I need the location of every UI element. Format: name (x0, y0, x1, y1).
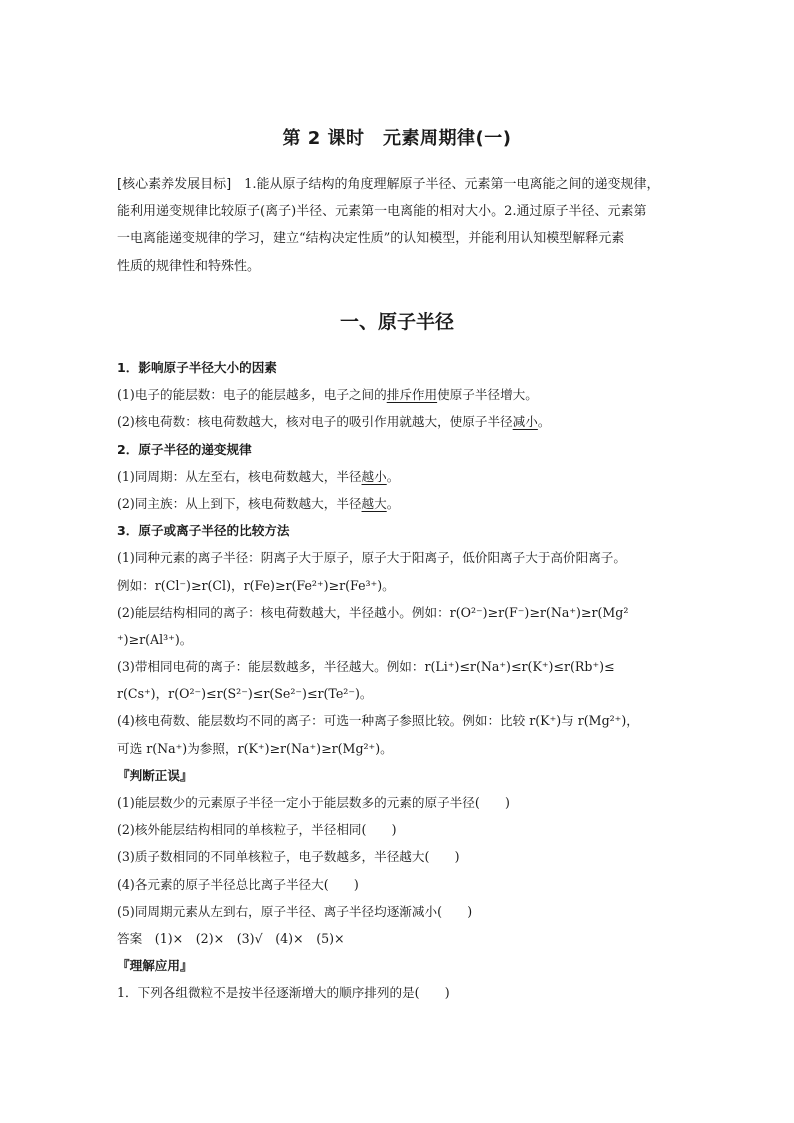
heading-compare: 3．原子或离子半径的比较方法 (117, 523, 290, 539)
heading-factors: 1．影响原子半径大小的因素 (117, 360, 277, 375)
judge-item: (5)同周期元素从左到右，原子半径、离子半径均逐渐减小( ) (117, 903, 473, 919)
text-line: 例如：r(Cl⁻)≥r(Cl)，r(Fe)≥r(Fe²⁺)≥r(Fe³⁺)。 (117, 577, 395, 593)
fill-blank: 越小 (361, 468, 387, 484)
fill-blank: 越大 (361, 495, 387, 511)
text-line: ⁺)≥r(Al³⁺)。 (117, 631, 193, 647)
goal-line: 性质的规律性和特殊性。 (117, 258, 261, 274)
content-body (117, 354, 697, 1007)
heading-trends: 2．原子半径的递变规律 (117, 441, 252, 457)
lesson-title: 第 2 课时 元素周期律(一) (282, 128, 512, 149)
judge-item: (2)核外能层结构相同的单核粒子，半径相同( ) (117, 822, 397, 838)
text-line: 可选 r(Na⁺)为参照，r(K⁺)≥r(Na⁺)≥r(Mg²⁺)。 (117, 740, 393, 756)
judge-item: (4)各元素的原子半径总比离子半径大( ) (117, 876, 359, 892)
goal-line: 能利用递变规律比较原子(离子)半径、元素第一电离能的相对大小。2.通过原子半径、元素第 (117, 204, 647, 220)
apply-label: 『理解应用』 (117, 958, 193, 974)
fill-blank: 减小 (512, 414, 538, 430)
fill-blank: 排斥作用 (386, 387, 438, 403)
goal-lead: [核心素养发展目标] (117, 177, 232, 192)
text-line: (3)带相同电荷的离子：能层数越多，半径越大。例如：r(Li⁺)≤r(Na⁺)≤r(K⁺)≤r(Rb⁺)≤ (117, 659, 615, 675)
text-line: (4)核电荷数、能层数均不同的离子：可选一种离子参照比较。例如：比较 r(K⁺)与 r(Mg²⁺)， (117, 713, 639, 729)
judge-item: (1)能层数少的元素原子半径一定小于能层数多的元素的原子半径( ) (117, 795, 510, 810)
answer-line: 答案 (1)× (2)× (3)√ (4)× (5)× (117, 930, 345, 946)
section-title: 一、原子半径 (339, 311, 454, 333)
text-line: (2)核电荷数：核电荷数越大，核对电子的吸引作用就越大，使原子半径减小。 (117, 414, 551, 430)
text-line: (1)同种元素的离子半径：阴离子大于原子，原子大于阳离子，低价阳离子大于高价阳离子。 (117, 550, 626, 566)
judge-label: 『判断正误』 (117, 767, 193, 783)
judge-item: (3)质子数相同的不同单核粒子，电子数越多，半径越大( ) (117, 849, 460, 865)
question-line: 1．下列各组微粒不是按半径逐渐增大的顺序排列的是( ) (117, 985, 450, 1001)
text-line: r(Cs⁺)，r(O²⁻)≤r(S²⁻)≤r(Se²⁻)≤r(Te²⁻)。 (117, 686, 373, 702)
text-line: (1)电子的能层数：电子的能层越多，电子之间的排斥作用使原子半径增大。 (117, 387, 538, 403)
text-line: (1)同周期：从左至右，核电荷数越大，半径越小。 (117, 468, 400, 484)
core-goals-paragraph (117, 170, 695, 279)
text-line: (2)能层结构相同的离子：核电荷数越大，半径越小。例如：r(O²⁻)≥r(F⁻)≥r(Na⁺)≥r(Mg² (117, 604, 629, 620)
text-line: (2)同主族：从上到下，核电荷数越大，半径越大。 (117, 495, 400, 511)
goal-line: 一电离能递变规律的学习，建立“结构决定性质”的认知模型，并能利用认知模型解释元素 (117, 231, 625, 247)
goal-line: [核心素养发展目标] 1.能从原子结构的角度理解原子半径、元素第一电离能之间的递变规律， (117, 177, 660, 192)
